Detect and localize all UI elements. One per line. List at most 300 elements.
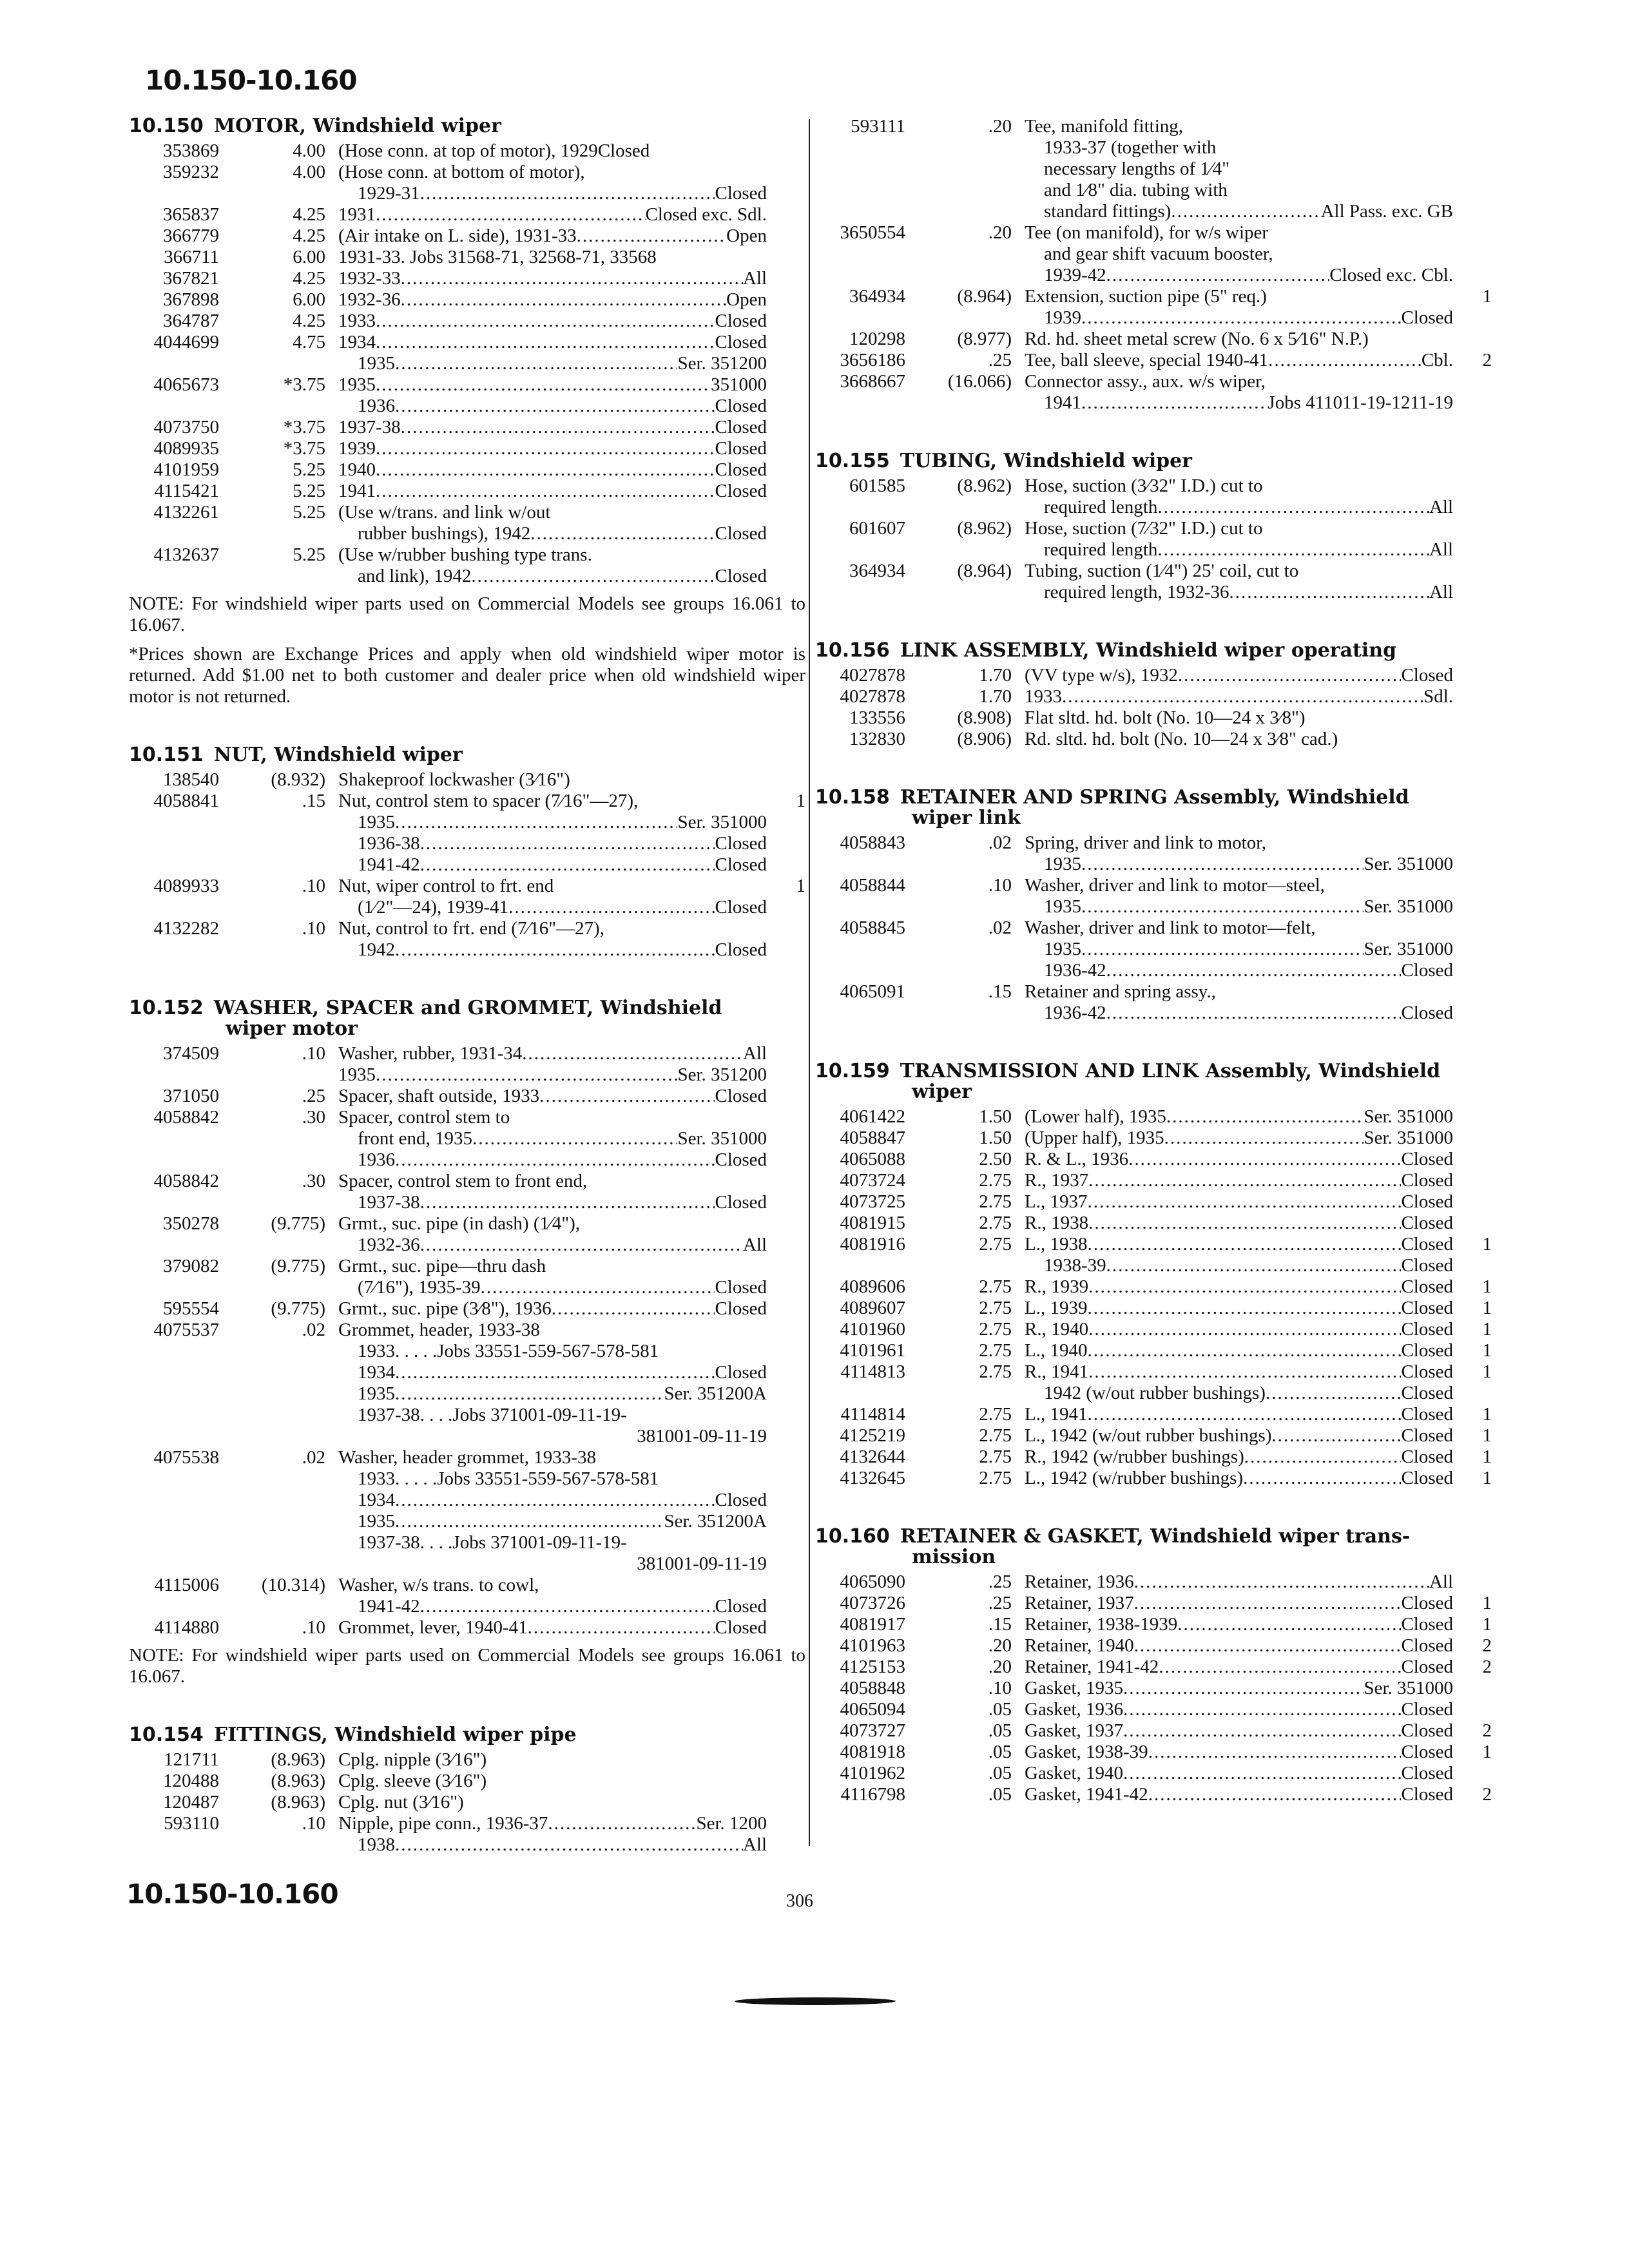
- leader-dots: [539, 1086, 715, 1107]
- description-line: [1025, 1425, 1453, 1446]
- description-text: 1941-42: [358, 1596, 420, 1617]
- part-row: [815, 1763, 1492, 1784]
- description-line: [1025, 1170, 1453, 1191]
- part-number: 4058848: [840, 1678, 905, 1698]
- part-number: 4073724: [840, 1170, 905, 1191]
- leader-dots: [1081, 939, 1364, 960]
- part-row: [815, 1635, 1492, 1657]
- description-line: [338, 1362, 767, 1383]
- part-description: [338, 1256, 767, 1298]
- quantity: 1: [1482, 286, 1492, 307]
- description-line: [338, 396, 767, 417]
- application-value: Cbl.: [1421, 350, 1453, 370]
- part-row: [815, 350, 1492, 371]
- description-line: [338, 791, 767, 812]
- quantity: 1: [1482, 1234, 1492, 1254]
- application-value: All: [742, 1235, 767, 1255]
- application-value: Closed: [1401, 1276, 1453, 1297]
- part-number: 353869: [163, 140, 219, 161]
- quantity: 1: [1482, 1468, 1492, 1488]
- description-text: standard fittings): [1044, 201, 1171, 222]
- description-line: [1025, 1361, 1453, 1383]
- section-title: FITTINGS, Windshield wiper pipe: [213, 1724, 577, 1746]
- application-value: Closed: [715, 311, 767, 331]
- application-value: Closed: [1401, 960, 1453, 981]
- part-number: 4058845: [840, 918, 905, 938]
- page-number: 306: [786, 1891, 813, 1911]
- part-number: 121711: [164, 1749, 219, 1770]
- description-text: Grmt., suc. pipe—thru dash: [338, 1256, 546, 1276]
- description-text: Cplg. nut (3⁄16"): [338, 1792, 464, 1812]
- part-number: 4101961: [840, 1340, 905, 1361]
- part-price: (9.775): [271, 1213, 325, 1234]
- part-row: [129, 289, 805, 311]
- leader-dots: [401, 417, 715, 438]
- description-text: 1941-42: [358, 854, 420, 875]
- section-title: TRANSMISSION AND LINK Assembly, Windshield: [900, 1060, 1441, 1082]
- leader-dots: [1123, 1678, 1364, 1699]
- part-row: [815, 116, 1492, 222]
- application-value: All: [1429, 582, 1453, 602]
- part-row: [815, 1468, 1492, 1489]
- part-number: 4132282: [153, 918, 219, 939]
- section-number: 10.156: [815, 639, 890, 662]
- part-description: [338, 481, 767, 502]
- part-description: [1025, 1361, 1453, 1404]
- part-price: 2.75: [979, 1319, 1012, 1340]
- part-number: 4115006: [154, 1575, 219, 1595]
- part-row: [129, 481, 805, 502]
- description-text: 1941: [1044, 392, 1081, 413]
- description-text: and gear shift vacuum booster,: [1044, 244, 1273, 264]
- description-text: R., 1942 (w/rubber bushings): [1025, 1446, 1244, 1467]
- application-value: Closed: [1401, 1763, 1453, 1783]
- section-title: NUT, Windshield wiper: [213, 744, 463, 766]
- page-header: 10.150-10.160: [145, 64, 357, 96]
- leader-dots: [1087, 1340, 1401, 1361]
- part-number: 4027878: [840, 665, 905, 686]
- section-title: RETAINER & GASKET, Windshield wiper trans-: [900, 1525, 1411, 1548]
- application-value: Closed: [1401, 1234, 1453, 1254]
- application-value: Closed: [715, 417, 767, 437]
- leader-dots: [376, 481, 715, 502]
- leader-dots: [395, 1490, 715, 1511]
- description-line: [338, 1149, 767, 1171]
- part-row: [815, 1593, 1492, 1614]
- part-description: [338, 247, 767, 268]
- catalog-section: [815, 640, 1492, 750]
- leader-dots: [1123, 1763, 1401, 1784]
- leader-dots: [1159, 1657, 1401, 1678]
- application-value: Ser. 351000: [1364, 854, 1453, 874]
- section-heading: [815, 451, 1492, 472]
- application-value: Closed: [715, 1277, 767, 1298]
- part-number: 4089607: [840, 1298, 905, 1318]
- description-text: 1935: [1044, 854, 1081, 874]
- part-price: 5.25: [293, 502, 325, 523]
- part-price: 4.00: [293, 140, 325, 161]
- part-description: [338, 1320, 767, 1447]
- part-number: 364787: [163, 311, 219, 331]
- section-title-continued: wiper: [912, 1081, 972, 1103]
- part-description: [338, 226, 767, 247]
- quantity: 1: [1482, 1742, 1492, 1762]
- description-text: L., 1939: [1025, 1298, 1088, 1318]
- part-number: 4081917: [840, 1614, 905, 1635]
- part-price: .02: [988, 832, 1012, 853]
- description-line: [1025, 1593, 1453, 1614]
- part-description: [338, 332, 767, 374]
- part-row: [815, 729, 1492, 750]
- application-value: Closed: [715, 566, 767, 586]
- leader-dots: [1266, 1383, 1402, 1404]
- description-line: [338, 417, 767, 438]
- part-number: 4081916: [840, 1234, 905, 1254]
- application-value: Jobs 411011-19-1211-19: [1268, 392, 1453, 413]
- description-text: Nut, control stem to spacer (7⁄16"—27),: [338, 791, 639, 811]
- part-number: 4114814: [840, 1404, 905, 1425]
- description-line: [338, 544, 767, 566]
- description-text: (Use w/rubber bushing type trans.: [338, 544, 592, 565]
- description-line: [338, 332, 767, 353]
- part-description: [338, 1813, 767, 1856]
- part-number: 367821: [163, 268, 219, 289]
- description-text: 1941: [338, 481, 376, 501]
- part-description: [1025, 1571, 1453, 1593]
- description-line: [1025, 1003, 1453, 1024]
- leader-dots: [1081, 854, 1364, 875]
- description-text: Grommet, lever, 1940-41: [338, 1617, 528, 1638]
- leader-dots: [1134, 1635, 1402, 1657]
- leader-dots: [395, 939, 715, 961]
- part-price: .20: [988, 1635, 1012, 1656]
- part-number: 4101963: [840, 1635, 905, 1656]
- application-value: Closed: [715, 1298, 767, 1319]
- description-line: [1025, 286, 1453, 307]
- description-line: [338, 353, 767, 374]
- application-value: Ser. 351200: [677, 1064, 767, 1085]
- part-price: .05: [988, 1742, 1012, 1762]
- left-column: [129, 116, 805, 1893]
- description-text: Grmt., suc. pipe (3⁄8"), 1936: [338, 1298, 552, 1319]
- application-value: Closed: [1401, 665, 1453, 686]
- description-line: [338, 1426, 767, 1447]
- part-description: [338, 140, 767, 162]
- section-title: MOTOR, Windshield wiper: [213, 115, 501, 137]
- part-description: [338, 544, 767, 587]
- application-value: Closed: [1401, 1720, 1453, 1741]
- application-value: Closed: [1401, 1593, 1453, 1613]
- description-line: [338, 1617, 767, 1639]
- application-value: Closed: [715, 1617, 767, 1638]
- part-number: 4114813: [840, 1361, 905, 1382]
- description-text: 381001-09-11-19: [637, 1426, 767, 1446]
- part-price: (8.964): [957, 286, 1012, 307]
- part-row: [815, 981, 1492, 1024]
- section-heading: [129, 1725, 805, 1745]
- part-description: [338, 1171, 767, 1213]
- section-title-continued: wiper link: [912, 807, 1021, 829]
- leader-dots: [1229, 582, 1429, 603]
- part-row: [815, 476, 1492, 518]
- leader-dots: [1178, 665, 1402, 686]
- description-line: [338, 1128, 767, 1149]
- part-price: (8.963): [271, 1749, 325, 1770]
- description-line: [1025, 1213, 1453, 1234]
- description-text: 1936-42: [1044, 1003, 1106, 1023]
- part-price: 1.70: [979, 665, 1012, 686]
- leader-dots: [420, 1192, 715, 1213]
- part-description: [338, 1447, 767, 1575]
- application-value: Ser. 351000: [1364, 1106, 1453, 1127]
- part-price: 2.75: [979, 1446, 1012, 1467]
- application-value: Ser. 351200: [677, 353, 767, 374]
- quantity: 1: [1482, 1446, 1492, 1467]
- part-description: [1025, 1191, 1453, 1213]
- leader-dots: [376, 204, 646, 226]
- description-text: Tee, manifold fitting,: [1025, 116, 1184, 137]
- part-description: [1025, 1720, 1453, 1742]
- leader-dots: [1243, 1468, 1401, 1489]
- part-row: [815, 1319, 1492, 1340]
- application-value: Closed: [1401, 1784, 1453, 1805]
- leader-dots: [1081, 896, 1364, 918]
- part-row: [129, 311, 805, 332]
- leader-dots: [1171, 201, 1320, 222]
- application-value: Closed: [715, 396, 767, 416]
- description-text: 1932-33: [338, 268, 401, 289]
- application-value: All: [742, 1834, 767, 1855]
- part-number: 4058842: [153, 1107, 219, 1128]
- description-line: [338, 1298, 767, 1320]
- leader-dots: [1062, 686, 1423, 707]
- description-text: Tee, ball sleeve, special 1940-41: [1025, 350, 1269, 370]
- part-number: 4125153: [840, 1657, 905, 1677]
- description-text: 1939: [338, 438, 376, 459]
- part-row: [815, 518, 1492, 561]
- description-text: L., 1938: [1025, 1234, 1088, 1254]
- part-price: .20: [988, 116, 1012, 137]
- section-number: 10.154: [129, 1724, 204, 1746]
- description-text: 1937-38: [358, 1192, 420, 1213]
- part-description: [338, 204, 767, 226]
- description-text: 1936-42: [1044, 960, 1106, 981]
- description-text: R., 1941: [1025, 1361, 1089, 1382]
- part-description: [338, 438, 767, 459]
- leader-dots: [420, 1235, 743, 1256]
- description-text: 1935: [358, 812, 395, 832]
- application-value: Ser. 351000: [1364, 1678, 1453, 1698]
- part-description: [338, 1213, 767, 1256]
- part-description: [1025, 1763, 1453, 1784]
- section-number: 10.155: [815, 450, 890, 472]
- part-number: 4132644: [840, 1446, 905, 1467]
- description-line: [338, 374, 767, 396]
- part-number: 4114880: [154, 1617, 219, 1638]
- part-row: [129, 1749, 805, 1771]
- description-text: Spacer, control stem to: [338, 1107, 510, 1128]
- application-value: Closed: [715, 1086, 767, 1106]
- application-value: Closed: [1401, 1191, 1453, 1212]
- application-value: Closed: [1401, 1340, 1453, 1361]
- part-row: [815, 1128, 1492, 1149]
- part-number: 4065094: [840, 1699, 905, 1720]
- leader-dots: [508, 897, 715, 918]
- application-value: Closed: [715, 939, 767, 960]
- part-price: .20: [988, 222, 1012, 243]
- description-text: R. & L., 1936: [1025, 1149, 1129, 1169]
- leader-dots: [1081, 392, 1268, 414]
- application-value: Closed: [1401, 1361, 1453, 1382]
- part-row: [129, 1447, 805, 1575]
- page-footer: 10.150-10.160: [126, 1878, 338, 1910]
- part-row: [815, 1404, 1492, 1425]
- description-line: [1025, 137, 1453, 159]
- quantity: 1: [1482, 1593, 1492, 1613]
- description-line: [338, 162, 767, 183]
- quantity: 1: [1482, 1276, 1492, 1297]
- section-number: 10.151: [129, 744, 204, 766]
- leader-dots: [395, 1362, 715, 1383]
- description-line: [1025, 350, 1453, 371]
- description-line: [338, 1235, 767, 1256]
- part-price: .05: [988, 1699, 1012, 1720]
- leader-dots: [395, 812, 677, 833]
- part-number: 4101962: [840, 1763, 905, 1783]
- part-price: 4.00: [293, 162, 325, 182]
- part-description: [338, 459, 767, 481]
- description-text: L., 1937: [1025, 1191, 1088, 1212]
- description-line: [338, 1532, 767, 1553]
- leader-dots: [420, 1596, 715, 1617]
- part-row: [129, 1256, 805, 1298]
- description-line: [1025, 1699, 1453, 1720]
- description-line: [1025, 1191, 1453, 1213]
- part-price: (8.977): [957, 329, 1012, 349]
- catalog-section: [129, 745, 805, 961]
- description-line: [338, 268, 767, 289]
- part-price: 4.25: [293, 268, 325, 289]
- leader-dots: [395, 1834, 743, 1856]
- application-value: Closed: [1401, 1003, 1453, 1023]
- part-description: [338, 1792, 767, 1813]
- part-description: [338, 1107, 767, 1171]
- description-line: [338, 1834, 767, 1856]
- part-price: 5.25: [293, 481, 325, 501]
- section-heading: [815, 1061, 1492, 1102]
- quantity: 1: [1482, 1425, 1492, 1446]
- part-number: 371050: [163, 1086, 219, 1106]
- description-line: [338, 1341, 767, 1362]
- description-text: 1929-31: [358, 183, 420, 204]
- part-price: *3.75: [283, 417, 325, 437]
- leader-dots: [1134, 1571, 1429, 1593]
- part-row: [815, 329, 1492, 350]
- application-value: Closed: [715, 1192, 767, 1213]
- part-price: (10.314): [261, 1575, 325, 1595]
- application-value: Closed: [1401, 1149, 1453, 1169]
- part-price: .05: [988, 1763, 1012, 1783]
- part-row: [815, 1720, 1492, 1742]
- part-row: [129, 1171, 805, 1213]
- leader-dots: [1148, 1742, 1402, 1763]
- description-line: [1025, 1404, 1453, 1425]
- part-description: [1025, 222, 1453, 286]
- part-number: 3668667: [840, 371, 905, 392]
- description-line: [338, 1575, 767, 1596]
- section-title-continued: wiper motor: [226, 1017, 358, 1040]
- catalog-section: [815, 116, 1492, 414]
- section-heading: [129, 745, 805, 765]
- part-price: (8.964): [957, 561, 1012, 581]
- leader-dots: [1087, 1234, 1401, 1255]
- part-price: 2.75: [979, 1276, 1012, 1297]
- part-row: [815, 665, 1492, 686]
- part-description: [1025, 1635, 1453, 1657]
- part-number: 365837: [163, 204, 219, 225]
- description-line: [1025, 265, 1453, 286]
- description-text: Flat sltd. hd. bolt (No. 10—24 x 3⁄8"): [1025, 707, 1306, 728]
- part-price: .15: [988, 981, 1012, 1002]
- leader-dots: [1088, 1170, 1401, 1191]
- description-text: necessary lengths of 1⁄4": [1044, 159, 1230, 179]
- leader-dots: [1106, 265, 1330, 286]
- leader-dots: [376, 438, 715, 459]
- leader-dots: [376, 374, 711, 396]
- description-text: L., 1942 (w/rubber bushings): [1025, 1468, 1244, 1488]
- part-description: [1025, 1234, 1453, 1276]
- description-line: [338, 833, 767, 854]
- part-description: [338, 502, 767, 544]
- part-price: 1.50: [979, 1106, 1012, 1127]
- leader-dots: [1106, 1003, 1402, 1024]
- application-value: All: [1429, 1571, 1453, 1592]
- description-line: [1025, 875, 1453, 896]
- part-row: [129, 1107, 805, 1171]
- description-text: Gasket, 1935: [1025, 1678, 1124, 1698]
- part-description: [1025, 1446, 1453, 1468]
- part-row: [129, 769, 805, 791]
- description-line: [338, 481, 767, 502]
- quantity: 2: [1482, 1720, 1492, 1741]
- description-text: Cplg. sleeve (3⁄16"): [338, 1771, 487, 1791]
- part-description: [1025, 1742, 1453, 1763]
- part-number: 366711: [164, 247, 219, 267]
- description-text: 1939-42: [1044, 265, 1106, 285]
- description-line: [1025, 1128, 1453, 1149]
- part-price: .30: [302, 1107, 325, 1128]
- application-value: Closed: [715, 183, 767, 204]
- description-text: L., 1942 (w/out rubber bushings): [1025, 1425, 1272, 1446]
- part-row: [129, 1771, 805, 1792]
- description-text: (Hose conn. at bottom of motor),: [338, 162, 585, 182]
- part-number: 138540: [163, 769, 219, 790]
- leader-dots: [1128, 1149, 1401, 1170]
- part-price: 2.75: [979, 1213, 1012, 1233]
- right-column: [815, 116, 1492, 1843]
- description-text: Hose, suction (7⁄32" I.D.) cut to: [1025, 518, 1263, 539]
- section-title: WASHER, SPACER and GROMMET, Windshield: [213, 997, 722, 1019]
- description-text: required length: [1044, 497, 1158, 517]
- leader-dots: [1088, 1319, 1401, 1340]
- part-row: [129, 268, 805, 289]
- part-number: 4058847: [840, 1128, 905, 1148]
- part-row: [815, 1149, 1492, 1170]
- application-value: Closed exc. Sdl.: [645, 204, 767, 225]
- part-row: [815, 1571, 1492, 1593]
- description-line: [1025, 1657, 1453, 1678]
- description-text: (1⁄2"—24), 1939-41: [358, 897, 509, 918]
